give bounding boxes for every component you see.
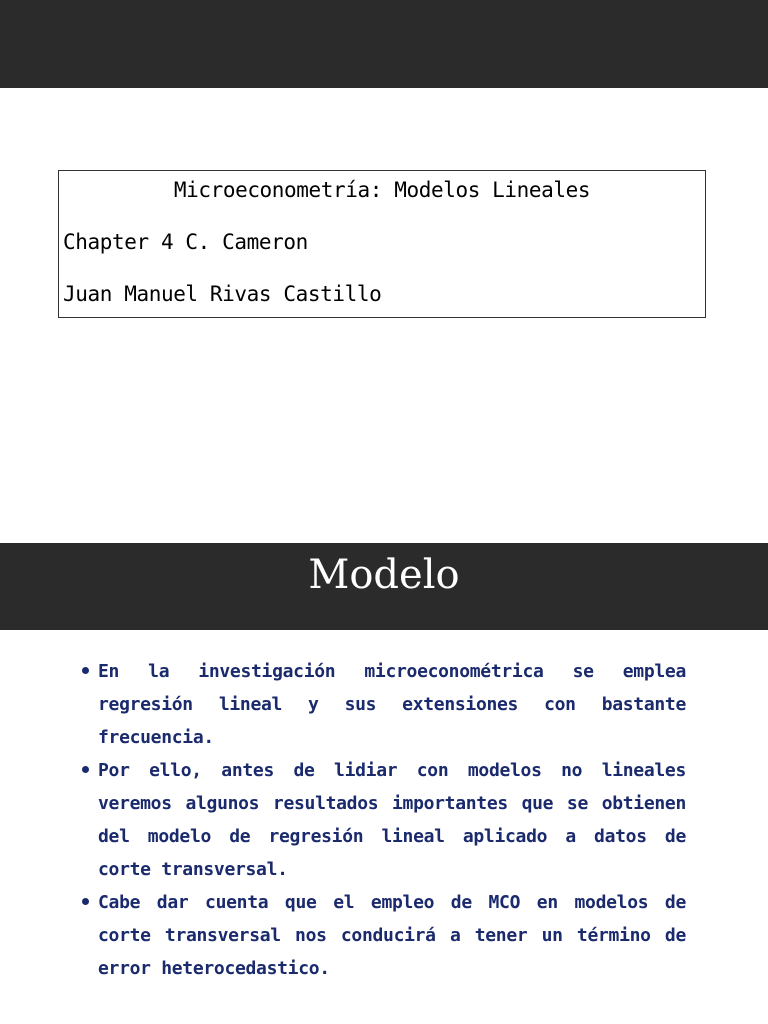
bullet-list: [80, 655, 686, 985]
bullet-icon: [82, 898, 89, 905]
slide2-header-bar: [0, 543, 768, 630]
list-item: [80, 754, 686, 886]
bullet-text: En la investigación microeconométrica se emplea regresión lineal y sus extensiones con bastante frecuencia.: [98, 661, 686, 748]
list-item: [80, 886, 686, 985]
bullet-icon: [82, 766, 89, 773]
list-item: [80, 655, 686, 754]
bullet-text: Cabe dar cuenta que el empleo de MCO en modelos de corte transversal nos conducirá a tener un término de error heterocedastico.: [98, 892, 686, 979]
bullet-icon: [82, 667, 89, 674]
presentation-title: Microeconometría: Modelos Lineales: [173, 178, 591, 202]
slide-title: Modelo: [308, 552, 460, 598]
slide1-header-bar: [0, 0, 768, 88]
bullet-text: Por ello, antes de lidiar con modelos no lineales veremos algunos resultados importantes que se obtienen del modelo de regresión lineal aplicado a datos de corte transversal.: [98, 760, 686, 880]
title-box: [58, 170, 706, 318]
author-name: Juan Manuel Rivas Castillo: [63, 282, 382, 306]
chapter-subtitle: Chapter 4 C. Cameron: [63, 230, 308, 254]
